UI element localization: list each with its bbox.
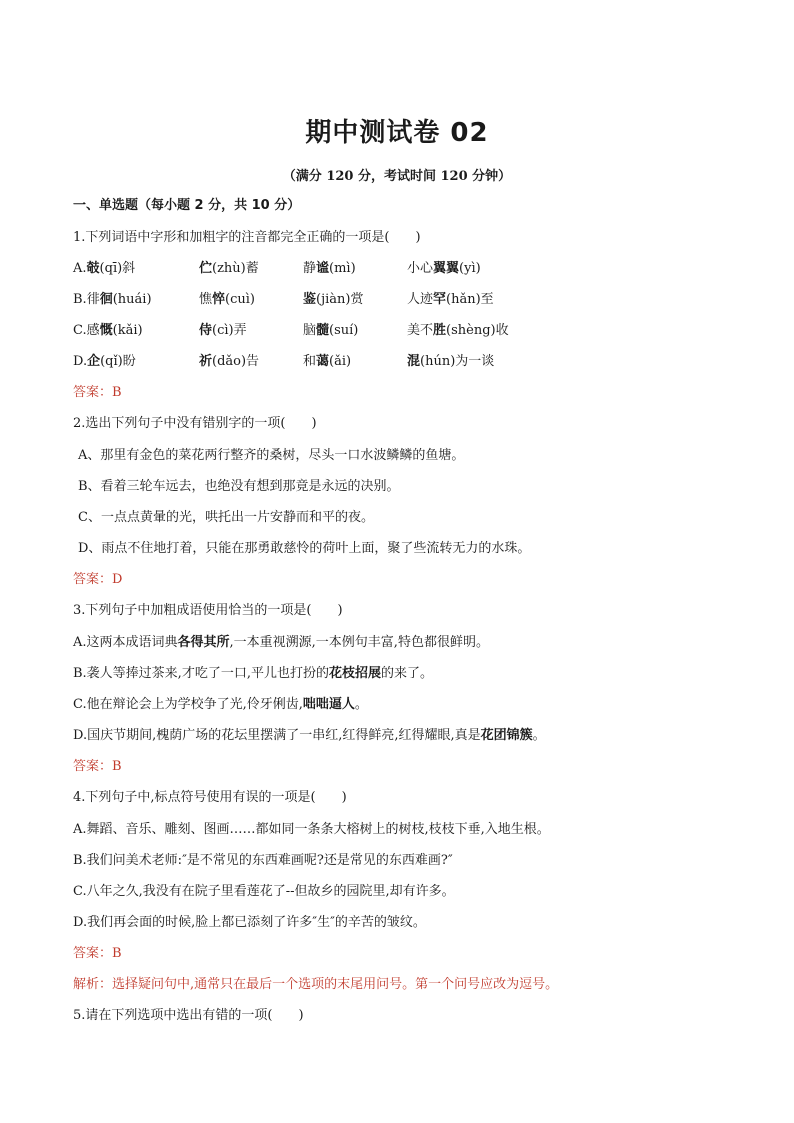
q2-stem: 2.选出下列句子中没有错别字的一项( ) (73, 416, 317, 431)
pinyin-text: (dǎo)告 (212, 354, 260, 369)
q3-option-b (73, 665, 433, 683)
option-text: 。 (354, 697, 368, 712)
plain-char: 徘 (86, 292, 100, 307)
pinyin-text: (cì)弄 (212, 323, 247, 338)
q4-analysis: 解析：选择疑问句中,通常只在最后一个选项的末尾用问号。第一个问号应改为逗号。 (73, 977, 559, 992)
q4-stem: 4.下列句子中,标点符号使用有误的一项是( ) (73, 790, 347, 805)
q1-option-d (73, 353, 136, 371)
option-label: B. (73, 292, 87, 307)
q1-option-c-word (199, 322, 247, 340)
q3-option-c (73, 696, 368, 714)
q1-option-b-word (303, 291, 363, 309)
q4-option-a: A.舞蹈、音乐、雕刻、图画……都如同一条条大榕树上的树枝,枝枝下垂,入地生根。 (73, 822, 550, 837)
q1-option-b-word (407, 291, 494, 309)
pinyin-text: (hún)为一谈 (420, 354, 495, 369)
bold-char: 祈 (199, 354, 213, 369)
option-text: B.袭人等捧过茶来,才吃了一口,平儿也打扮的 (73, 666, 329, 681)
pinyin-text: (zhù)蓄 (212, 261, 259, 276)
plain-char: 和 (303, 354, 317, 369)
option-text: C.他在辩论会上为学校争了光,伶牙俐齿, (73, 697, 303, 712)
page-subtitle: （满分 120 分，考试时间 120 分钟） (282, 169, 512, 184)
option-text: 的来了。 (380, 666, 433, 681)
q1-stem: 1.下列词语中字形和加粗字的注音都完全正确的一项是( ) (73, 230, 421, 245)
bold-char: 慨 (99, 323, 113, 338)
bold-char: 翼翼 (433, 261, 460, 276)
bold-char: 髓 (316, 323, 330, 338)
plain-char: 静 (303, 261, 317, 276)
q4-answer: 答案：B (73, 946, 122, 961)
bold-char: 蔼 (316, 354, 330, 369)
q1-option-a-word (407, 260, 481, 278)
option-label: D. (73, 354, 88, 369)
q1-option-a-word (303, 260, 356, 278)
pinyin-text: (qī)斜 (99, 261, 136, 276)
q1-option-b-word (199, 291, 255, 309)
bold-char: 鉴 (303, 292, 317, 307)
q1-option-a-word (199, 260, 259, 278)
q1-option-b (73, 291, 152, 309)
q3-answer: 答案：B (73, 759, 122, 774)
bold-char: 胜 (433, 323, 447, 338)
bold-char: 企 (87, 354, 101, 369)
pinyin-text: (ǎi) (329, 354, 352, 369)
section-heading: 一、单选题（每小题 2 分，共 10 分） (73, 198, 301, 213)
bold-char: 侍 (199, 323, 213, 338)
option-text: D.国庆节期间,槐荫广场的花坛里摆满了一串红,红得鲜亮,红得耀眼,真是 (73, 728, 481, 743)
bold-char: 谧 (316, 261, 330, 276)
plain-char: 美不 (407, 323, 434, 338)
plain-char: 憔 (199, 292, 213, 307)
option-text: 。 (532, 728, 546, 743)
q1-option-c-word (407, 322, 509, 340)
q1-option-c (73, 322, 143, 340)
pinyin-text: (suí) (329, 323, 359, 338)
bold-char: 罕 (433, 292, 447, 307)
q1-option-d-word (303, 353, 351, 371)
pinyin-text: (qǐ)盼 (100, 354, 136, 369)
plain-char: 脑 (303, 323, 317, 338)
bold-char: 攲 (86, 261, 100, 276)
pinyin-text: (yì) (459, 261, 481, 276)
bold-idiom: 咄咄逼人 (302, 697, 355, 712)
q3-stem: 3.下列句子中加粗成语使用恰当的一项是( ) (73, 603, 343, 618)
bold-idiom: 各得其所 (177, 635, 230, 650)
q1-option-d-word (199, 353, 259, 371)
q5-stem: 5.请在下列选项中选出有错的一项( ) (73, 1008, 304, 1023)
q1-answer: 答案：B (73, 385, 122, 400)
plain-char: 感 (86, 323, 100, 338)
q2-option-c: C、一点点黄暈的光，哄托出一片安静而和平的夜。 (78, 510, 374, 525)
q3-option-d (73, 727, 546, 745)
q2-option-a: A、那里有金色的菜花两行整齐的桑树，尽头一口水波鳞鳞的鱼塘。 (78, 448, 465, 463)
q4-option-d: D.我们再会面的时候,脸上都已添刻了许多″生″的辛苦的皱纹。 (73, 915, 426, 930)
q1-option-d-word (407, 353, 494, 371)
bold-char: 混 (407, 354, 421, 369)
option-label: C. (73, 323, 87, 338)
q4-option-c: C.八年之久,我没有在院子里看莲花了--但故乡的园院里,却有许多。 (73, 884, 455, 899)
pinyin-text: (hǎn)至 (446, 292, 494, 307)
q1-option-c-word (303, 322, 358, 340)
pinyin-text: (jiàn)赏 (316, 292, 364, 307)
bold-char: 伫 (199, 261, 213, 276)
q2-option-b: B、看着三轮车远去，也绝没有想到那竟是永远的决别。 (78, 479, 400, 494)
pinyin-text: (huái) (112, 292, 152, 307)
plain-char: 小心 (407, 261, 434, 276)
q2-option-d: D、雨点不住地打着，只能在那勇敢慈怜的荷叶上面，聚了些流转无力的水珠。 (78, 541, 531, 556)
q3-option-a (73, 634, 489, 652)
pinyin-text: (mì) (329, 261, 356, 276)
pinyin-text: (shèng)收 (446, 323, 509, 338)
option-text: ,一本重视溯源,一本例句丰富,特色都很鲜明。 (229, 635, 489, 650)
option-text: A.这两本成语词典 (73, 635, 178, 650)
plain-char: 人迹 (407, 292, 434, 307)
pinyin-text: (kǎi) (112, 323, 143, 338)
q4-option-b: B.我们问美术老师:″是不常见的东西难画呢?还是常见的东西难画?″ (73, 853, 453, 868)
q2-answer: 答案：D (73, 572, 123, 587)
bold-char: 徊 (99, 292, 113, 307)
page-title: 期中测试卷 02 (305, 118, 489, 148)
bold-idiom: 花团锦簇 (480, 728, 533, 743)
pinyin-text: (cuì) (225, 292, 255, 307)
bold-idiom: 花枝招展 (328, 666, 381, 681)
q1-option-a (73, 260, 135, 278)
bold-char: 悴 (212, 292, 226, 307)
option-label: A. (73, 261, 87, 276)
